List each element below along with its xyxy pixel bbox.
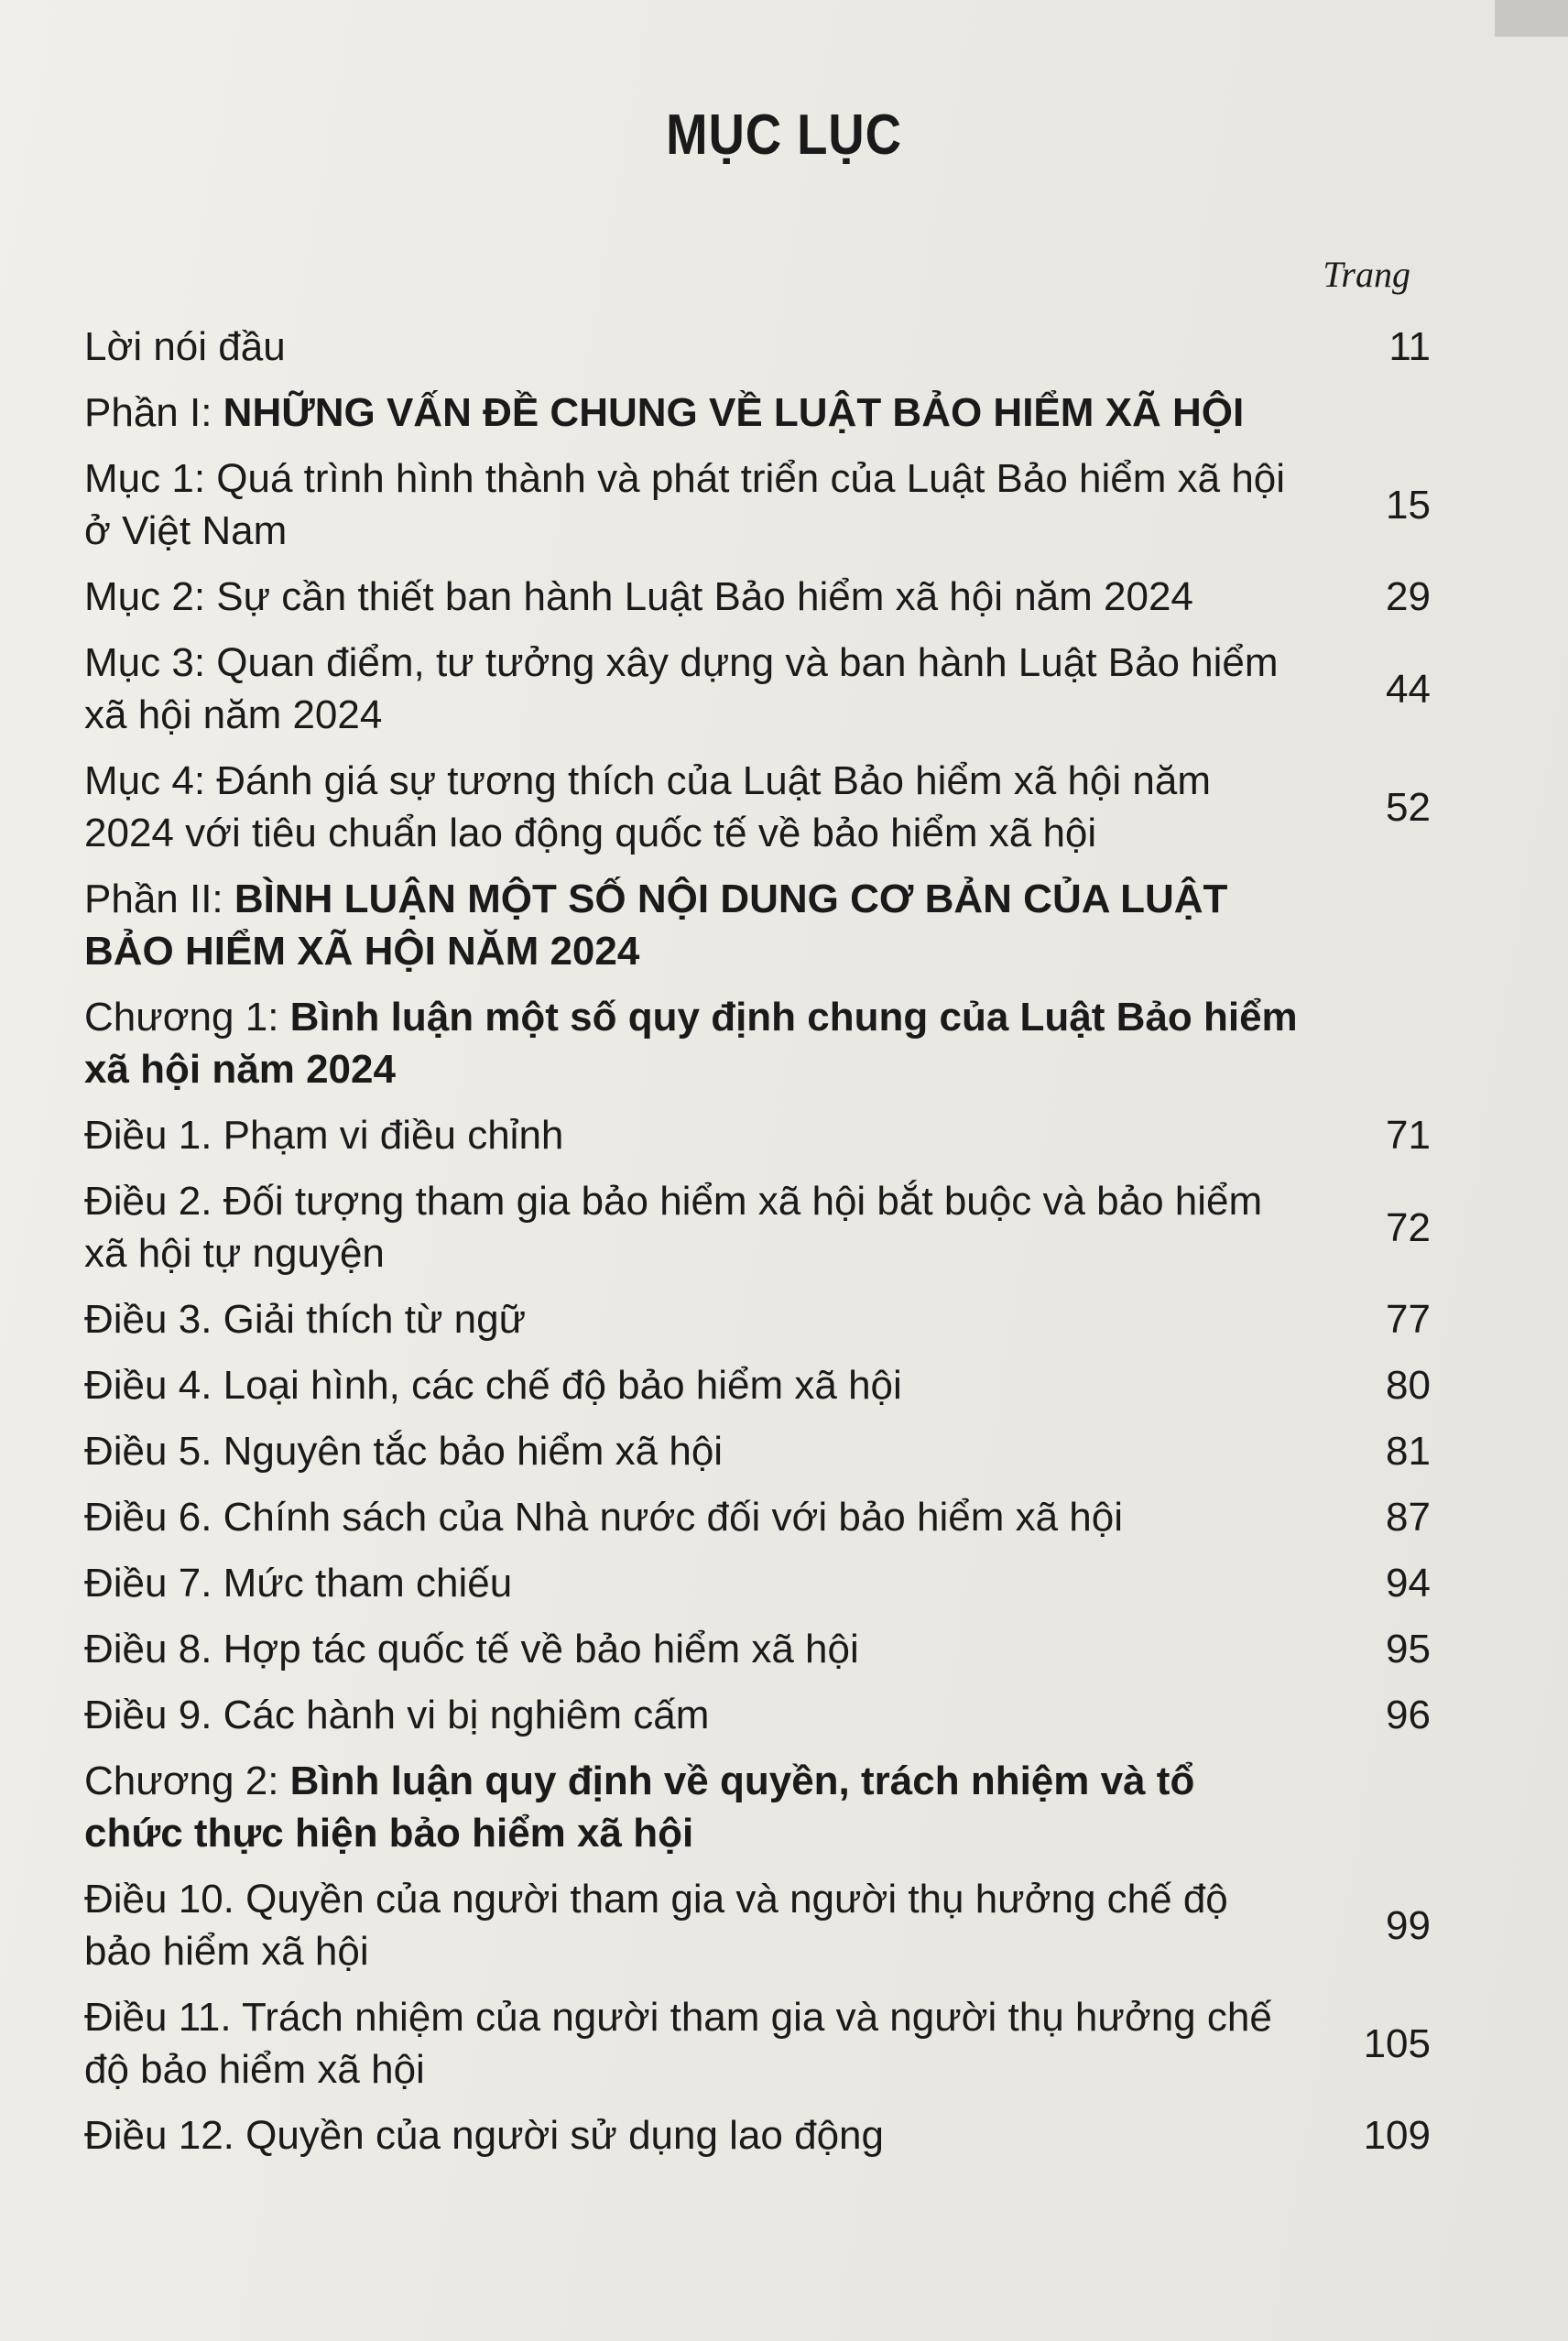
entry-page-number: 72 <box>1386 1204 1431 1250</box>
toc-entry <box>84 873 1431 977</box>
entry-prefix: Mục 2: Sự cần thiết ban hành Luật Bảo hiểm xã hội năm 2024 <box>84 574 1193 619</box>
entry-page-number: 94 <box>1386 1561 1431 1606</box>
entry-prefix: Chương 1: <box>84 995 290 1040</box>
toc-entry <box>84 1873 1431 1977</box>
entry-prefix: Điều 9. Các hành vi bị nghiêm cấm <box>84 1693 710 1737</box>
entry-prefix: Điều 1. Phạm vi điều chỉnh <box>84 1113 564 1158</box>
entry-prefix: Điều 8. Hợp tác quốc tế về bảo hiểm xã hội <box>84 1627 859 1671</box>
entry-prefix: Mục 4: Đánh giá sự tương thích của Luật Bảo hiểm xã hội năm 2024 với tiêu chuẩn lao động quốc tế về bảo hiểm xã hội <box>84 758 1211 855</box>
toc-entry <box>84 1689 1431 1741</box>
entry-prefix: Điều 11. Trách nhiệm của người tham gia và người thụ hưởng chế độ bảo hiểm xã hội <box>84 1995 1272 2092</box>
toc-entry <box>84 1293 1431 1345</box>
toc-entry <box>84 1491 1431 1543</box>
entry-page-number: 99 <box>1386 1902 1431 1948</box>
entry-prefix: Điều 12. Quyền của người sử dụng lao động <box>84 2113 884 2158</box>
toc-entry <box>84 1359 1431 1411</box>
toc-entry <box>84 452 1431 557</box>
entry-page-number: 29 <box>1386 574 1431 619</box>
entry-prefix: Lời nói đầu <box>84 324 286 369</box>
entry-bold-title: BÌNH LUẬN MỘT SỐ NỘI DUNG CƠ BẢN CỦA LUẬT BẢO HIỂM XÃ HỘI NĂM 2024 <box>84 877 1228 974</box>
toc-entry <box>84 1425 1431 1477</box>
entry-bold-title: Bình luận một số quy định chung của Luật Bảo hiểm xã hội năm 2024 <box>84 995 1298 1092</box>
toc-entry <box>84 571 1431 623</box>
entry-page-number: 77 <box>1386 1297 1431 1342</box>
toc-entry <box>84 2109 1431 2161</box>
entry-page-number: 95 <box>1386 1627 1431 1671</box>
entry-page-number: 71 <box>1386 1113 1431 1158</box>
toc-entry <box>84 1991 1431 2096</box>
entry-prefix: Mục 1: Quá trình hình thành và phát triển của Luật Bảo hiểm xã hội ở Việt Nam <box>84 456 1286 553</box>
entry-page-number: 81 <box>1386 1429 1431 1474</box>
entry-page-number: 80 <box>1386 1363 1431 1408</box>
toc-entry <box>84 755 1431 859</box>
entry-prefix: Điều 7. Mức tham chiếu <box>84 1561 513 1606</box>
toc-entry <box>84 387 1431 439</box>
page-title: MỤC LỤC <box>666 103 902 167</box>
entry-page-number: 52 <box>1386 784 1431 830</box>
toc-entry <box>84 991 1431 1095</box>
entry-page-number: 87 <box>1386 1495 1431 1540</box>
entry-prefix: Phần I: <box>84 390 223 435</box>
entry-page-number: 11 <box>1388 324 1431 369</box>
toc-entry <box>84 1755 1431 1859</box>
entry-bold-title: Bình luận quy định về quyền, trách nhiệm và tổ chức thực hiện bảo hiểm xã hội <box>84 1758 1195 1856</box>
entry-page-number: 109 <box>1363 2113 1431 2158</box>
entry-prefix: Điều 10. Quyền của người tham gia và người thụ hưởng chế độ bảo hiểm xã hội <box>84 1877 1228 1974</box>
entry-prefix: Điều 2. Đối tượng tham gia bảo hiểm xã hội bắt buộc và bảo hiểm xã hội tự nguyện <box>84 1179 1263 1276</box>
toc-entry <box>84 1623 1431 1675</box>
entry-bold-title: NHỮNG VẤN ĐỀ CHUNG VỀ LUẬT BẢO HIỂM XÃ HỘI <box>223 390 1245 435</box>
entry-prefix: Chương 2: <box>84 1758 290 1803</box>
toc-entry <box>84 1175 1431 1279</box>
entry-page-number: 15 <box>1386 482 1431 528</box>
entry-prefix: Điều 6. Chính sách của Nhà nước đối với bảo hiểm xã hội <box>84 1495 1123 1540</box>
entry-page-number: 105 <box>1363 2020 1431 2066</box>
entry-prefix: Phần II: <box>84 877 234 921</box>
page-corner-tab <box>1495 0 1568 37</box>
entry-prefix: Điều 5. Nguyên tắc bảo hiểm xã hội <box>84 1429 724 1474</box>
page-column-label: Trang <box>1323 254 1410 295</box>
entry-prefix: Điều 4. Loại hình, các chế độ bảo hiểm xã hội <box>84 1363 902 1408</box>
toc-entry <box>84 1109 1431 1161</box>
entry-page-number: 96 <box>1386 1693 1431 1737</box>
table-of-contents <box>84 321 1431 2175</box>
entry-page-number: 44 <box>1386 666 1431 712</box>
toc-entry <box>84 637 1431 741</box>
toc-entry <box>84 1557 1431 1609</box>
entry-prefix: Điều 3. Giải thích từ ngữ <box>84 1297 527 1342</box>
toc-entry <box>84 321 1431 373</box>
entry-prefix: Mục 3: Quan điểm, tư tưởng xây dựng và ban hành Luật Bảo hiểm xã hội năm 2024 <box>84 640 1279 737</box>
